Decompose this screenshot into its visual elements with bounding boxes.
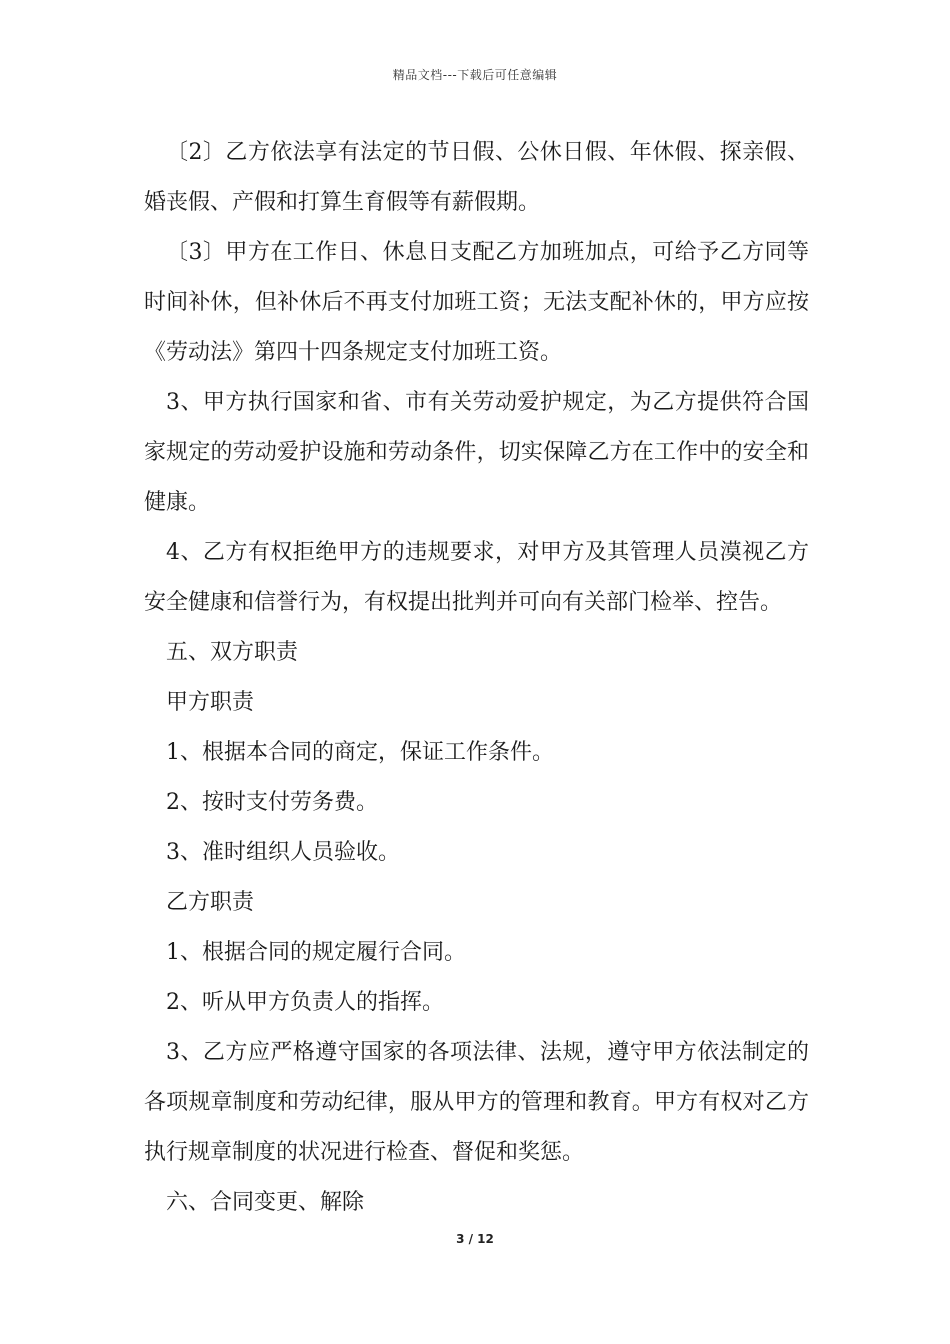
- paragraph-right-to-refuse: 4、乙方有权拒绝甲方的违规要求，对甲方及其管理人员漠视乙方安全健康和信誉行为，有权提出批判并可向有关部门检举、控告。: [144, 540, 809, 615]
- party-a-item-1: 1、根据本合同的商定，保证工作条件。: [166, 740, 554, 765]
- subheading-party-b: 乙方职责: [166, 890, 255, 915]
- party-a-item-3: 3、准时组织人员验收。: [166, 840, 400, 865]
- document-body: [144, 128, 809, 1228]
- paragraph-labor-protection: 3、甲方执行国家和省、市有关劳动爱护规定，为乙方提供符合国家规定的劳动爱护设施和劳动条件，切实保障乙方在工作中的安全和健康。: [144, 390, 809, 515]
- subheading-party-a: 甲方职责: [166, 690, 255, 715]
- paragraph-overtime: 〔3〕甲方在工作日、休息日支配乙方加班加点，可给予乙方同等时间补休，但补休后不再支付加班工资；无法支配补休的，甲方应按《劳动法》第四十四条规定支付加班工资。: [144, 240, 809, 365]
- party-b-item-2: 2、听从甲方负责人的指挥。: [166, 990, 444, 1015]
- party-a-item-2: 2、按时支付劳务费。: [166, 790, 378, 815]
- document-header: 精品文档---下载后可任意编辑: [392, 68, 558, 82]
- party-b-item-3: 3、乙方应严格遵守国家的各项法律、法规，遵守甲方依法制定的各项规章制度和劳动纪律，服从甲方的管理和教育。甲方有权对乙方执行规章制度的状况进行检查、督促和奖惩。: [144, 1040, 809, 1165]
- party-b-item-1: 1、根据合同的规定履行合同。: [166, 940, 466, 965]
- section-heading-contract-change: 六、合同变更、解除: [166, 1190, 365, 1215]
- section-heading-responsibilities: 五、双方职责: [166, 640, 299, 665]
- paragraph-holiday-leave: 〔2〕乙方依法享有法定的节日假、公休日假、年休假、探亲假、婚丧假、产假和打算生育假等有薪假期。: [144, 140, 809, 215]
- page-number: 3 / 12: [456, 1232, 494, 1246]
